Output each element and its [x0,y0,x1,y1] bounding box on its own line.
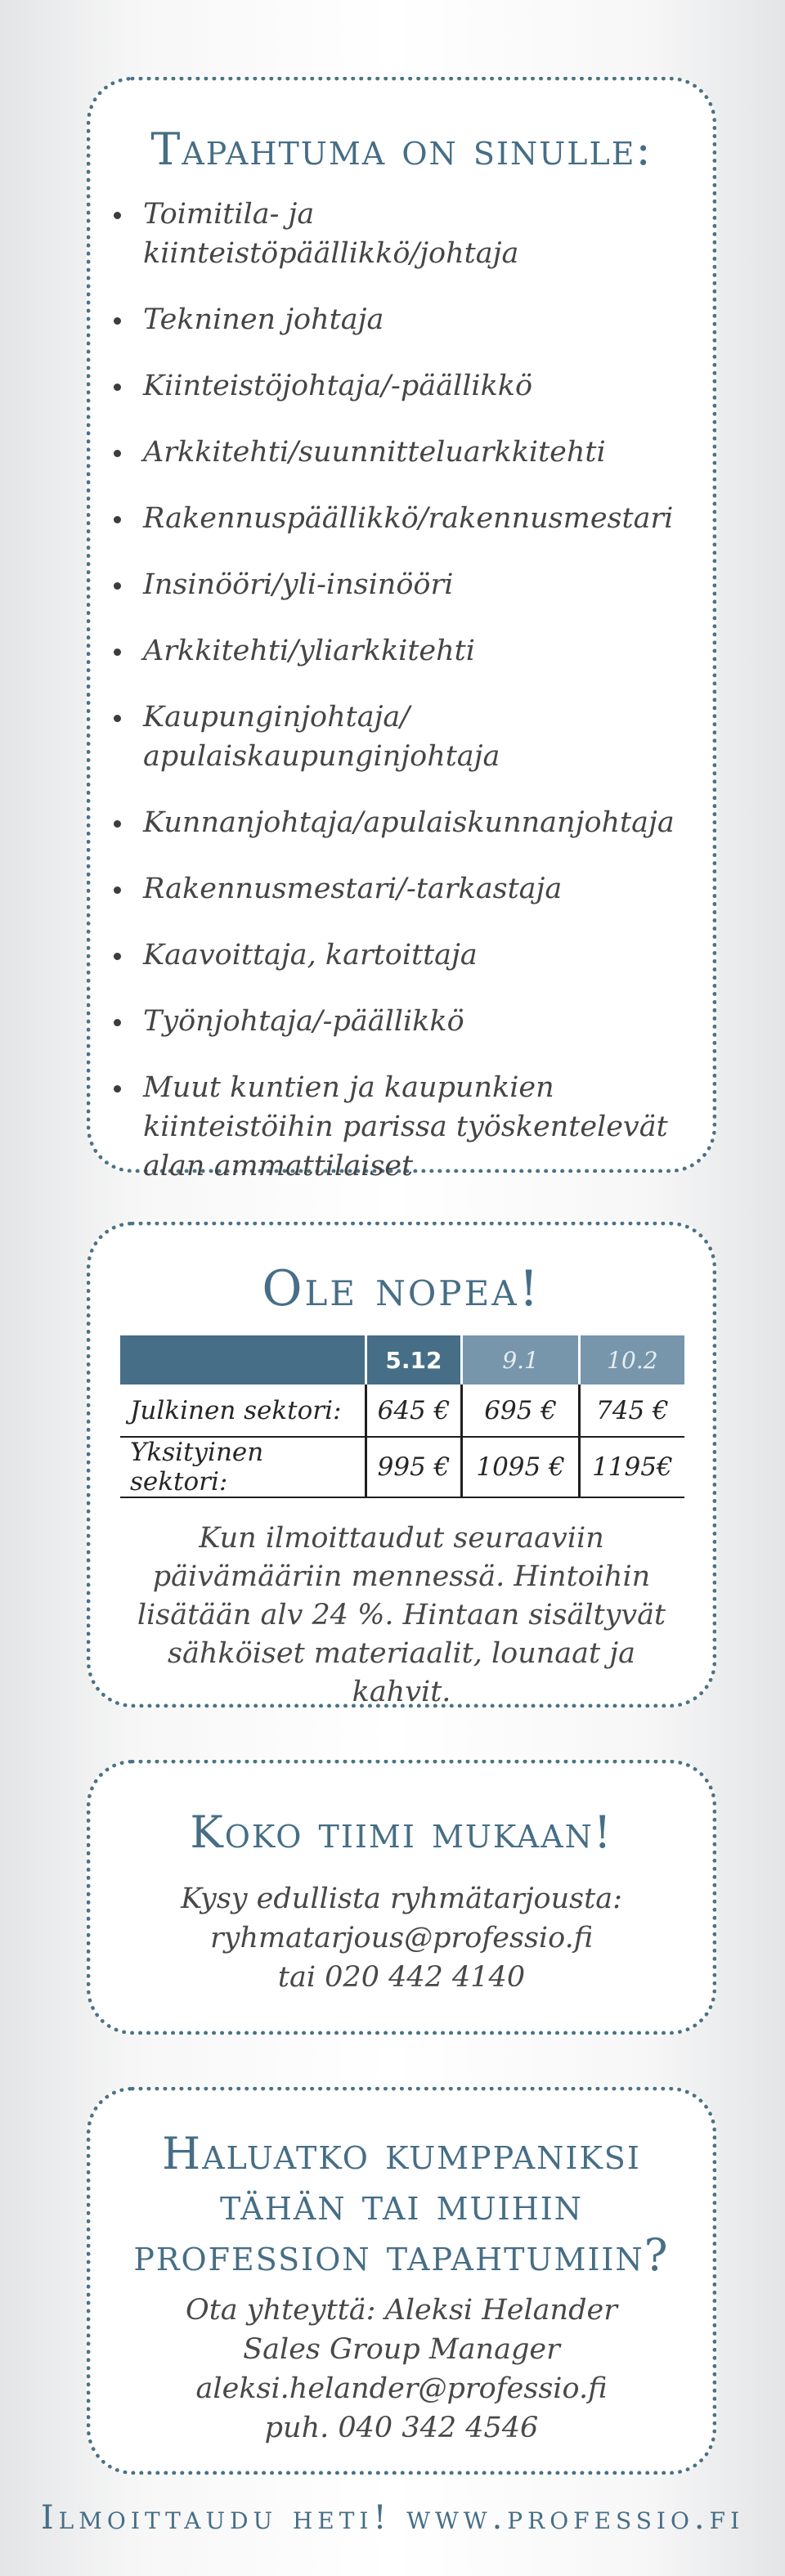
pricing-note: Kun ilmoittaudut seuraaviin päivämääriin mennessä. Hintoihin lisätään alv 24 %. Hintaan sisältyvät sähköiset materiaalit, lounaat ja kahvit. [137,1522,666,1708]
partner-card [87,2087,716,2475]
header-blank-cell [120,1335,366,1384]
row-label: Julkinen sektori: [120,1384,366,1437]
partner-contact [91,2291,712,2448]
list-item: Arkkitehti/yliarkkitehti [110,631,680,671]
team-offer-text: Kysy edullista ryhmätarjousta: [181,1883,622,1915]
list-item: Tekninen johtaja [110,300,680,339]
list-item: Arkkitehti/suunnitteluarkkitehti [110,433,680,472]
audience-title: Tapahtuma on sinulle: [150,123,653,175]
price-table [120,1335,684,1498]
list-item: Rakennusmestari/-tarkastaja [110,869,680,909]
list-item: Insinööri/yli-insinööri [110,565,680,604]
date-header: 10.2 [579,1335,684,1384]
team-details [91,1879,712,1997]
contact-email-link[interactable]: aleksi.helander@professio.fi [195,2372,608,2405]
list-item: Kaupunginjohtaja/ apulaiskaupunginjohtaja [110,698,680,776]
partner-title [91,2129,712,2281]
price-cell: 1195€ [579,1437,684,1497]
list-item: Muut kuntien ja kaupunkien kiinteistöihin parissa työskentelevät alan ammattilaiset [110,1068,680,1186]
partner-title-line: Haluatko kumppaniksi [162,2128,641,2179]
price-cell: 995 € [366,1437,462,1497]
contact-role: Sales Group Manager [243,2333,560,2366]
contact-person: Ota yhteyttä: Aleksi Helander [186,2294,617,2327]
contact-phone: puh. 040 342 4546 [264,2412,539,2444]
list-item: Työnjohtaja/-päällikkö [110,1002,680,1041]
row-label: Yksityinen sektori: [120,1437,366,1497]
role-list [110,195,680,1186]
price-table-header [120,1335,684,1384]
list-item: Rakennuspäällikkö/rakennusmestari [110,499,680,538]
price-cell: 695 € [462,1384,579,1437]
price-cell: 645 € [366,1384,462,1437]
team-phone: tai 020 442 4140 [277,1961,526,1994]
signup-footer-link[interactable]: Ilmoittaudu heti! www.professio.fi [40,2499,745,2537]
audience-card [87,77,716,1183]
team-title: Koko tiimi mukaan! [190,1806,613,1858]
team-card [87,1760,716,2035]
date-header: 5.12 [366,1335,462,1384]
price-cell: 745 € [579,1384,684,1437]
partner-title-line: tähän tai muihin [220,2179,583,2230]
list-item: Kaavoittaja, kartoittaja [110,936,680,975]
list-item: Toimitila- ja kiinteistöpäällikkö/johtaja [110,195,680,273]
partner-title-line: profession tapahtumiin? [133,2229,670,2281]
table-row [120,1437,684,1497]
list-item: Kunnanjohtaja/apulaiskunnanjohtaja [110,803,680,842]
pricing-card [87,1222,716,1708]
date-header: 9.1 [462,1335,579,1384]
list-item: Kiinteistöjohtaja/-päällikkö [110,366,680,406]
price-cell: 1095 € [462,1437,579,1497]
table-row [120,1384,684,1437]
team-email-link[interactable]: ryhmatarjous@professio.fi [209,1922,594,1954]
pricing-title: Ole nopea! [262,1260,541,1317]
